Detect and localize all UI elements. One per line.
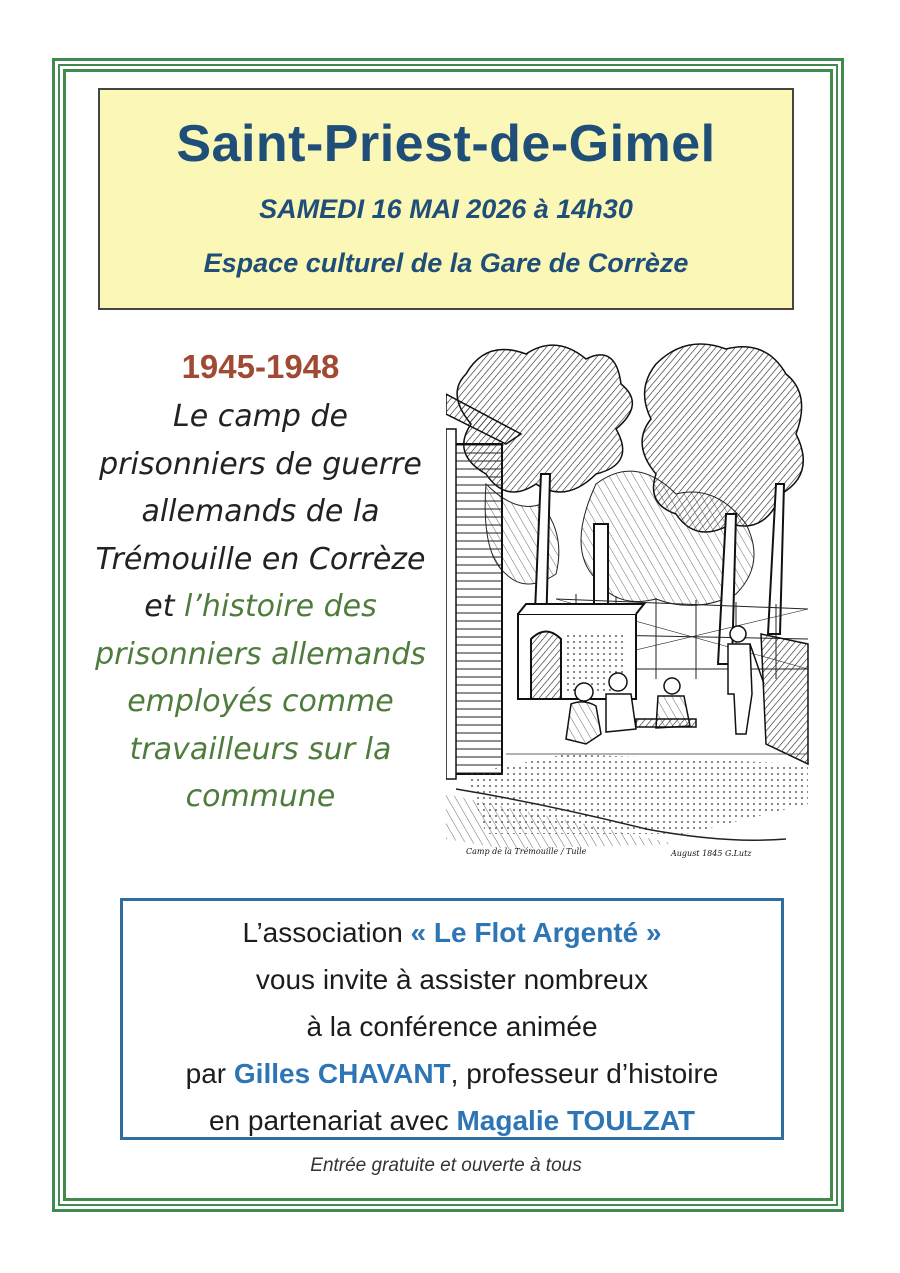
event-date: SAMEDI 16 MAI 2026 à 14h30 — [259, 194, 633, 224]
topic-text-part2: l’histoire des prisonniers allemands employés comme travailleurs sur la commune — [95, 589, 426, 814]
partner-name: Magalie TOULZAT — [456, 1105, 696, 1136]
speaker-name: Gilles CHAVANT — [233, 1058, 451, 1089]
camp-sketch-illustration — [446, 334, 816, 862]
town-title: Saint-Priest-de-Gimel — [176, 115, 716, 173]
association-name: « Le Flot Argenté » — [410, 917, 662, 948]
entry-note: Entrée gratuite et ouverte à tous — [310, 1155, 582, 1176]
invite-line5-prefix: en partenariat avec — [208, 1105, 457, 1136]
invite-line-3: à la conférence animée — [306, 1011, 598, 1042]
tree-foliage — [457, 344, 803, 605]
conference-topic — [88, 345, 433, 821]
event-venue: Espace culturel de la Gare de Corrèze — [203, 248, 689, 278]
topic-text-part1: Le camp de prisonniers de guerre allemands de la Trémouille en Corrèze et — [95, 399, 426, 624]
topic-description — [88, 393, 433, 821]
invitation-box — [120, 898, 784, 1140]
sketch-caption-left: Camp de la Trémouille / Tulle — [466, 847, 587, 856]
ground-path — [446, 754, 808, 849]
invite-line-partner — [123, 1097, 781, 1144]
invite-line4-prefix: par — [185, 1058, 234, 1089]
invite-line-association — [123, 909, 781, 956]
invite-line1-text: L’association — [242, 917, 411, 948]
gate-structure — [761, 634, 808, 764]
invite-line-2: vous invite à assister nombreux — [255, 964, 649, 995]
topic-years: 1945-1948 — [181, 348, 340, 385]
event-header-box — [98, 88, 794, 310]
sketch-caption-right: August 1845 G.Lutz — [671, 849, 752, 858]
speaker-title: , professeur d’histoire — [450, 1058, 719, 1089]
invite-line-speaker — [123, 1050, 781, 1097]
